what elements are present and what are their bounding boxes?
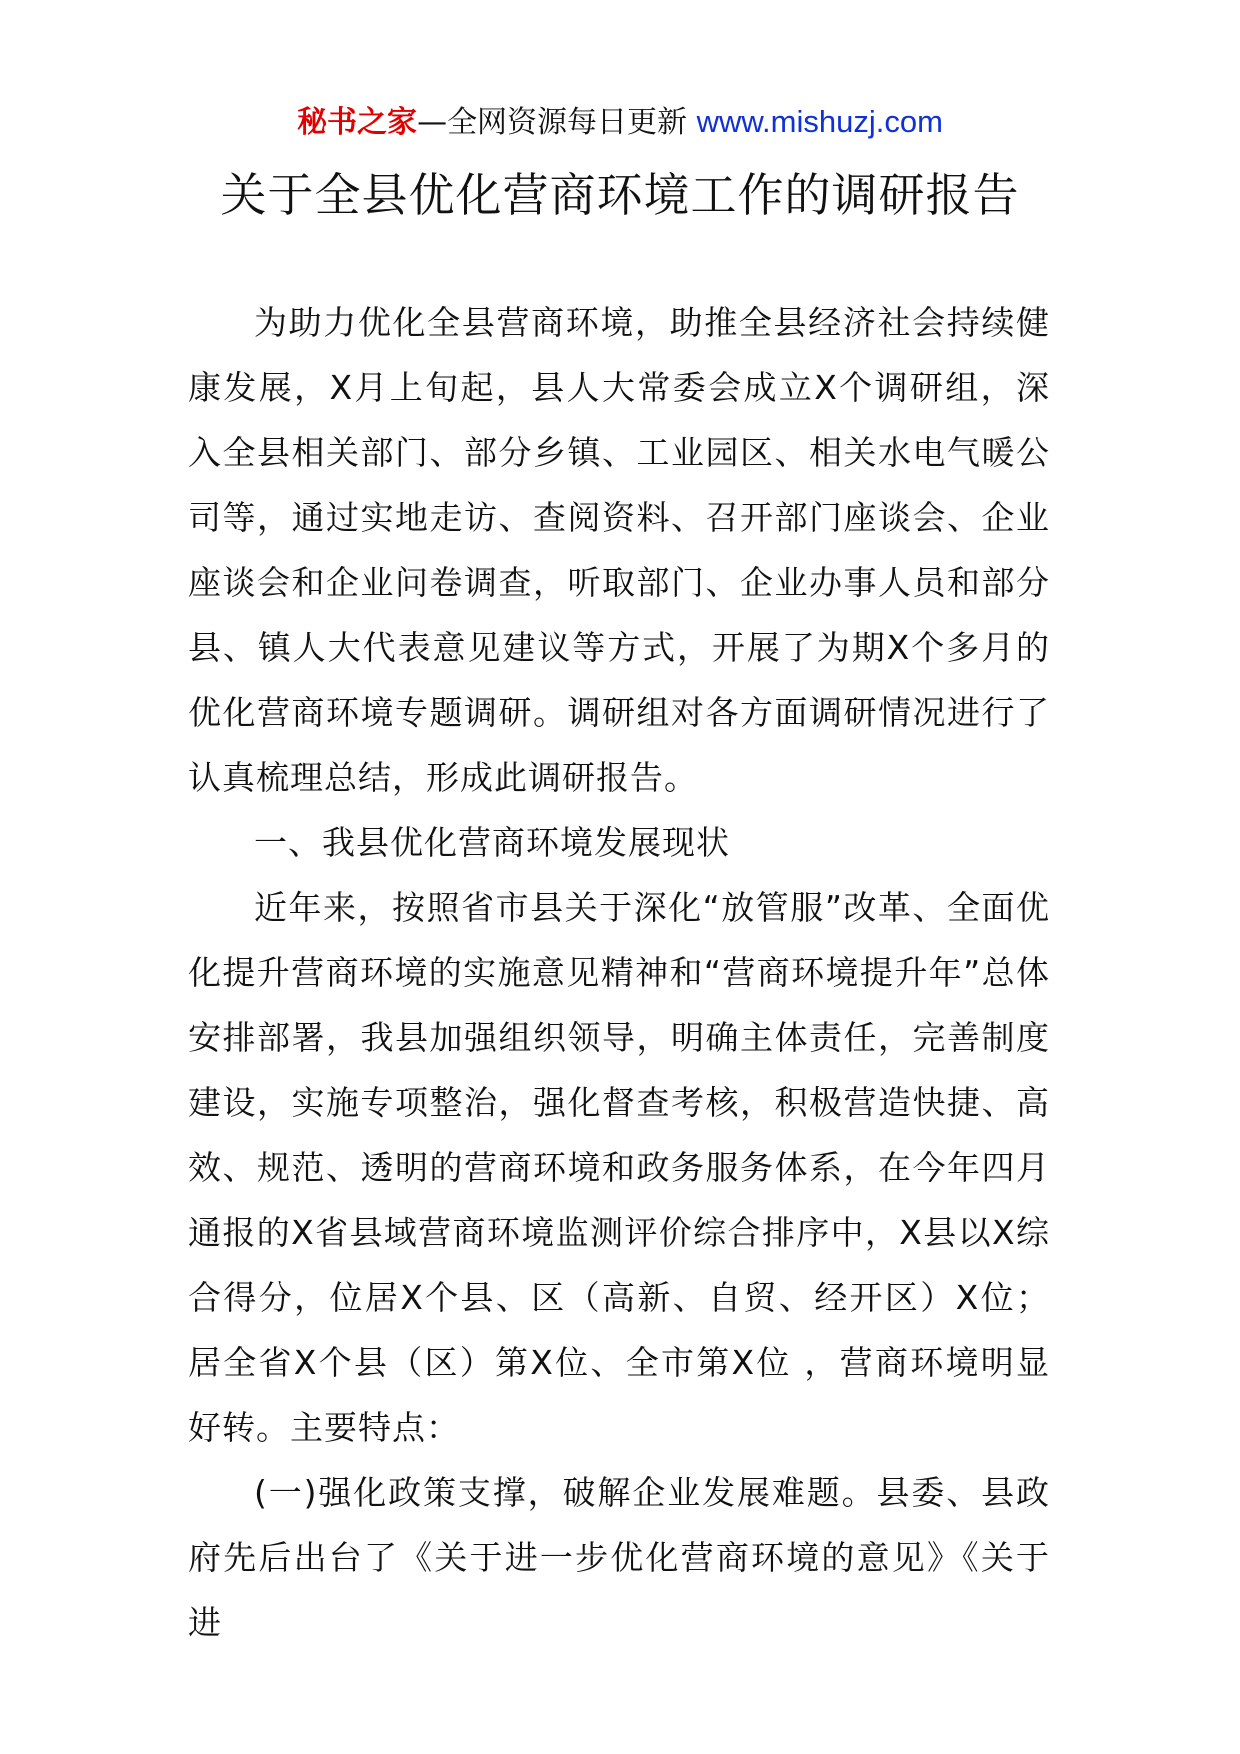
document-title: 关于全县优化营商环境工作的调研报告 xyxy=(220,168,1020,222)
intro-paragraph: 为助力优化全县营商环境，助推全县经济社会持续健康发展，X月上旬起，县人大常委会成立X个调研组，深入全县相关部门、部分乡镇、工业园区、相关水电气暖公司等，通过实地走访、查阅资料、召开部门座谈会、企业座谈会和企业问卷调查，听取部门、企业办事人员和部分县、镇人大代表意见建议等方式，开展了为期X个多月的优化营商环境专题调研。调研组对各方面调研情况进行了认真梳理总结，形成此调研报告。 xyxy=(188,303,1050,797)
section-heading: 一、我县优化营商环境发展现状 xyxy=(254,823,730,862)
site-url-link[interactable]: www.mishuzj.com xyxy=(696,104,943,139)
subsection-paragraph: (一)强化政策支撑，破解企业发展难题。县委、县政府先后出台了《关于进一步优化营商环境的意见》《关于进 xyxy=(188,1473,1050,1642)
site-tagline: —全网资源每日更新 xyxy=(417,105,697,140)
site-brand: 秘书之家 xyxy=(297,105,418,140)
status-paragraph: 近年来，按照省市县关于深化“放管服”改革、全面优化提升营商环境的实施意见精神和“营商环境提升年”总体安排部署，我县加强组织领导，明确主体责任，完善制度建设，实施专项整治，强化督查考核，积极营造快捷、高效、规范、透明的营商环境和政务服务体系，在今年四月通报的X省县域营商环境监测评价综合排序中，X县以X综合得分，位居X个县、区（高新、自贸、经开区）X位；居全省X个县（区）第X位、全市第X位 ，营商环境明显好转。主要特点： xyxy=(188,888,1050,1447)
site-header xyxy=(0,100,1240,145)
document-body xyxy=(188,290,1050,1655)
